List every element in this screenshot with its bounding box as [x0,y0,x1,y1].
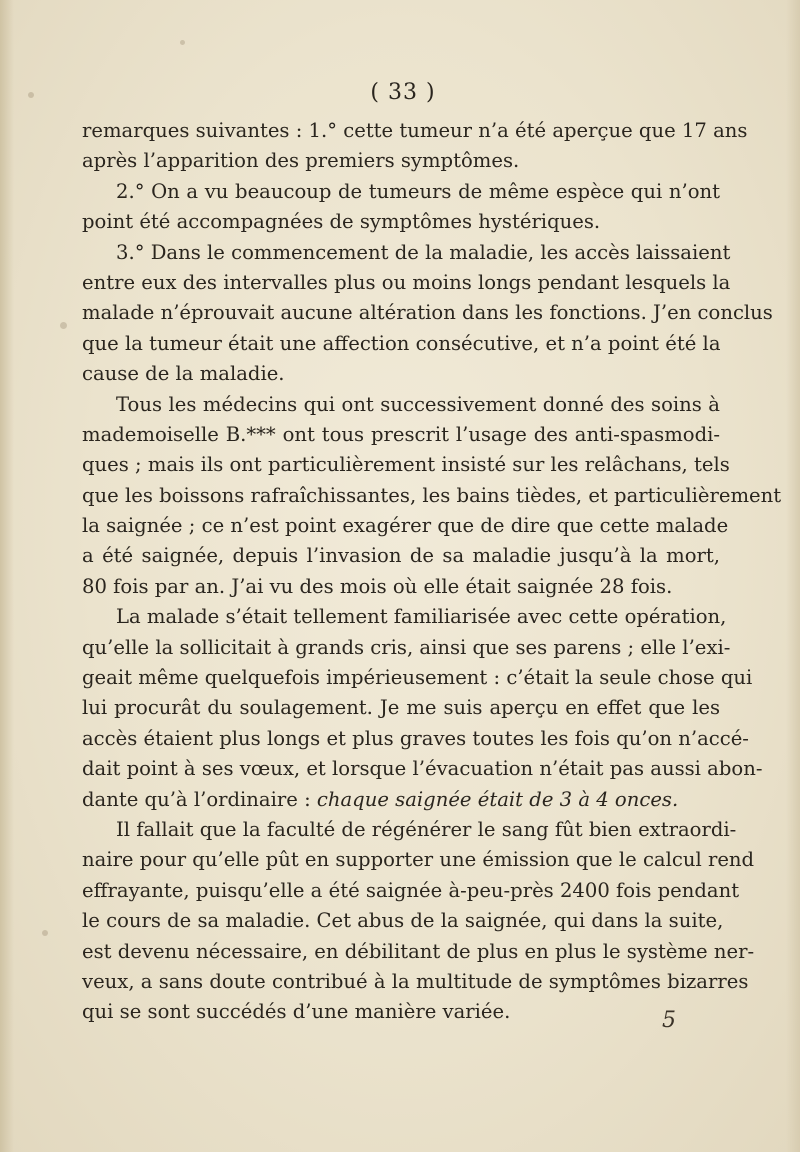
text-line: qu’elle la sollicitait à grands cris, ainsi que ses parens ; elle l’exi- [82,635,731,659]
ink-spot [28,92,34,98]
text-line: accès étaient plus longs et plus graves toutes les fois qu’on n’accé- [82,726,749,750]
page-edge-shadow-left [0,0,14,1152]
text-line: entre eux des intervalles plus ou moins longs pendant lesquels la [82,270,731,294]
text-line: Il fallait que la faculté de régénérer le sang fût bien extraordi- [116,817,737,841]
text-line: geait même quelquefois impérieusement : c’était la seule chose qui [82,666,753,690]
text-line: naire pour qu’elle pût en supporter une émission que le calcul rend [82,848,755,872]
text-line: 3.° Dans le commencement de la maladie, les accès laissaient [116,240,731,264]
text-line: Tous les médecins qui ont successivement donné des soins à [116,392,720,416]
text-line: La malade s’était tellement familiarisée avec cette opération, [116,605,727,629]
body-text [82,116,782,1028]
page-edge-shadow-right [786,0,800,1152]
text-line: 80 fois par an. J’ai vu des mois où elle était saignée 28 fois. [82,574,673,598]
text-line: mademoiselle B.*** ont tous prescrit l’usage des anti-spasmodi- [82,422,720,446]
text-line: veux, a sans doute contribué à la multitude de symptômes bizarres [82,969,749,993]
text-line: après l’apparition des premiers symptômes. [82,149,520,173]
text-line: point été accompagnées de symptômes hystériques. [82,210,601,234]
ink-spot [180,40,185,45]
text-line: 2.° On a vu beaucoup de tumeurs de même espèce qui n’ont [116,179,720,203]
text-line: malade n’éprouvait aucune altération dans les fonctions. J’en conclus [82,301,773,325]
text-line: la saignée ; ce n’est point exagérer que de dire que cette malade [82,514,729,538]
text-segment: dante qu’à l’ordinaire : [82,787,311,811]
page-number: ( 33 ) [370,80,436,105]
text-line: que la tumeur était une affection consécutive, et n’a point été la [82,331,721,355]
text-line: a été saignée, depuis l’invasion de sa maladie jusqu’à la mort, [82,544,720,568]
italic-text-segment: chaque saignée était de 3 à 4 onces. [316,787,679,811]
text-line: cause de la maladie. [82,362,285,386]
text-line: lui procurât du soulagement. Je me suis aperçu en effet que les [82,696,720,720]
text-line: que les boissons rafraîchissantes, les bains tièdes, et particulièrement [82,483,782,507]
ink-spot [60,322,67,329]
text-line: ques ; mais ils ont particulièrement insisté sur les relâchans, tels [82,453,730,477]
text-line: qui se sont succédés d’une manière variée. [82,1000,511,1024]
text-line: dait point à ses vœux, et lorsque l’évacuation n’était pas aussi abon- [82,757,763,781]
text-line: est devenu nécessaire, en débilitant de plus en plus le système ner- [82,939,755,963]
text-line: effrayante, puisqu’elle a été saignée à-peu-près 2400 fois pendant [82,878,740,902]
text-line-with-italic [82,785,720,815]
signature-mark: 5 [662,1008,676,1033]
text-line: remarques suivantes : 1.° cette tumeur n’a été aperçue que 17 ans [82,119,748,142]
ink-spot [42,930,48,936]
text-line: le cours de sa maladie. Cet abus de la saignée, qui dans la suite, [82,909,724,933]
